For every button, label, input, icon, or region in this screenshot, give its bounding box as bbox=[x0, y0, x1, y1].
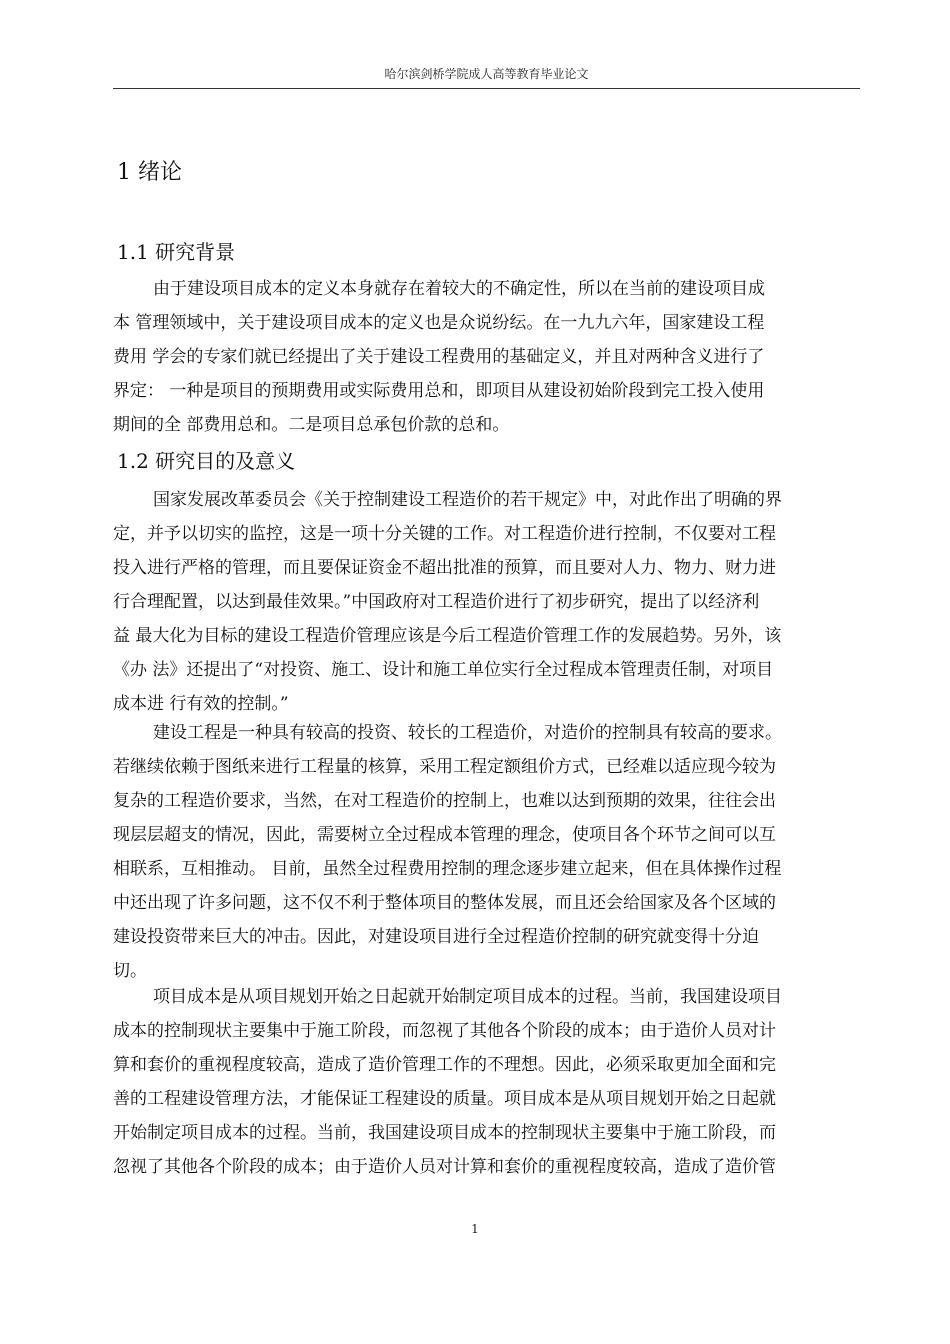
chapter-heading: 1 绪论 bbox=[117, 160, 182, 185]
section-heading-1-2: 1.2 研究目的及意义 bbox=[117, 449, 296, 473]
paragraph-line: 成本进 行有效的控制。” bbox=[113, 694, 289, 714]
paragraph-line: 中还出现了许多问题，这不仅不利于整体项目的整体发展，而且还会给国家及各个区域的 bbox=[113, 893, 776, 913]
paragraph-line: 定，并予以切实的监控，这是一项十分关键的工作。对工程造价进行控制，不仅要对工程 bbox=[113, 524, 776, 544]
paragraph-line: 费用 学会的专家们就已经提出了关于建设工程费用的基础定义，并且对两种含义进行了 bbox=[113, 347, 765, 367]
paragraph-line: 忽视了其他各个阶段的成本；由于造价人员对计算和套价的重视程度较高，造成了造价管 bbox=[113, 1157, 776, 1177]
page-number: 1 bbox=[471, 1222, 479, 1236]
paragraph-line: 国家发展改革委员会《关于控制建设工程造价的若干规定》中，对此作出了明确的界 bbox=[153, 490, 782, 510]
paragraph-line: 善的工程建设管理方法，才能保证工程建设的质量。项目成本是从项目规划开始之日起就 bbox=[113, 1089, 776, 1109]
running-header: 哈尔滨剑桥学院成人高等教育毕业论文 bbox=[384, 67, 589, 81]
paragraph-line: 期间的全 部费用总和。二是项目总承包价款的总和。 bbox=[113, 415, 510, 435]
paragraph-line: 建设工程是一种具有较高的投资、较长的工程造价，对造价的控制具有较高的要求。 bbox=[153, 723, 782, 743]
paragraph-background bbox=[113, 272, 865, 442]
paragraph-line: 若继续依赖于图纸来进行工程量的核算，采用工程定额组价方式，已经难以适应现今较为 bbox=[113, 757, 776, 777]
paragraph-line: 益 最大化为目标的建设工程造价管理应该是今后工程造价管理工作的发展趋势。另外，该 bbox=[113, 626, 782, 646]
paragraph-line: 开始制定项目成本的过程。当前，我国建设项目成本的控制现状主要集中于施工阶段，而 bbox=[113, 1123, 776, 1143]
paragraph-purpose-3 bbox=[113, 980, 865, 1184]
paragraph-line: 算和套价的重视程度较高，造成了造价管理工作的不理想。因此，必须采取更加全面和完 bbox=[113, 1055, 776, 1075]
paragraph-line: 现层层超支的情况，因此，需要树立全过程成本管理的理念，使项目各个环节之间可以互 bbox=[113, 825, 776, 845]
paragraph-line: 项目成本是从项目规划开始之日起就开始制定项目成本的过程。当前，我国建设项目 bbox=[153, 987, 782, 1007]
header-rule bbox=[113, 88, 860, 89]
paragraph-purpose-2 bbox=[113, 716, 865, 988]
paragraph-line: 投入进行严格的管理，而且要保证资金不超出批准的预算，而且要对人力、物力、财力进 bbox=[113, 558, 776, 578]
paragraph-line: 由于建设项目成本的定义本身就存在着较大的不确定性，所以在当前的建设项目成 bbox=[153, 279, 765, 299]
paragraph-purpose-1 bbox=[113, 483, 865, 721]
paragraph-line: 复杂的工程造价要求，当然，在对工程造价的控制上，也难以达到预期的效果，往往会出 bbox=[113, 791, 776, 811]
section-heading-1-1: 1.1 研究背景 bbox=[117, 240, 236, 264]
paragraph-line: 《办 法》还提出了“对投资、施工、设计和施工单位实行全过程成本管理责任制，对项目 bbox=[113, 660, 774, 680]
paragraph-line: 成本的控制现状主要集中于施工阶段，而忽视了其他各个阶段的成本；由于造价人员对计 bbox=[113, 1021, 776, 1041]
paragraph-line: 本 管理领域中，关于建设项目成本的定义也是众说纷纭。在一九九六年，国家建设工程 bbox=[113, 313, 765, 333]
paragraph-line: 切。 bbox=[113, 961, 147, 981]
paragraph-line: 建设投资带来巨大的冲击。因此，对建设项目进行全过程造价控制的研究就变得十分迫 bbox=[113, 927, 759, 947]
paragraph-line: 相联系，互相推动。 目前，虽然全过程费用控制的理念逐步建立起来，但在具体操作过程 bbox=[113, 859, 782, 879]
paragraph-line: 界定： 一种是项目的预期费用或实际费用总和，即项目从建设初始阶段到完工投入使用 bbox=[113, 381, 765, 401]
paragraph-line: 行合理配置，以达到最佳效果。”中国政府对工程造价进行了初步研究，提出了以经济利 bbox=[113, 592, 760, 612]
